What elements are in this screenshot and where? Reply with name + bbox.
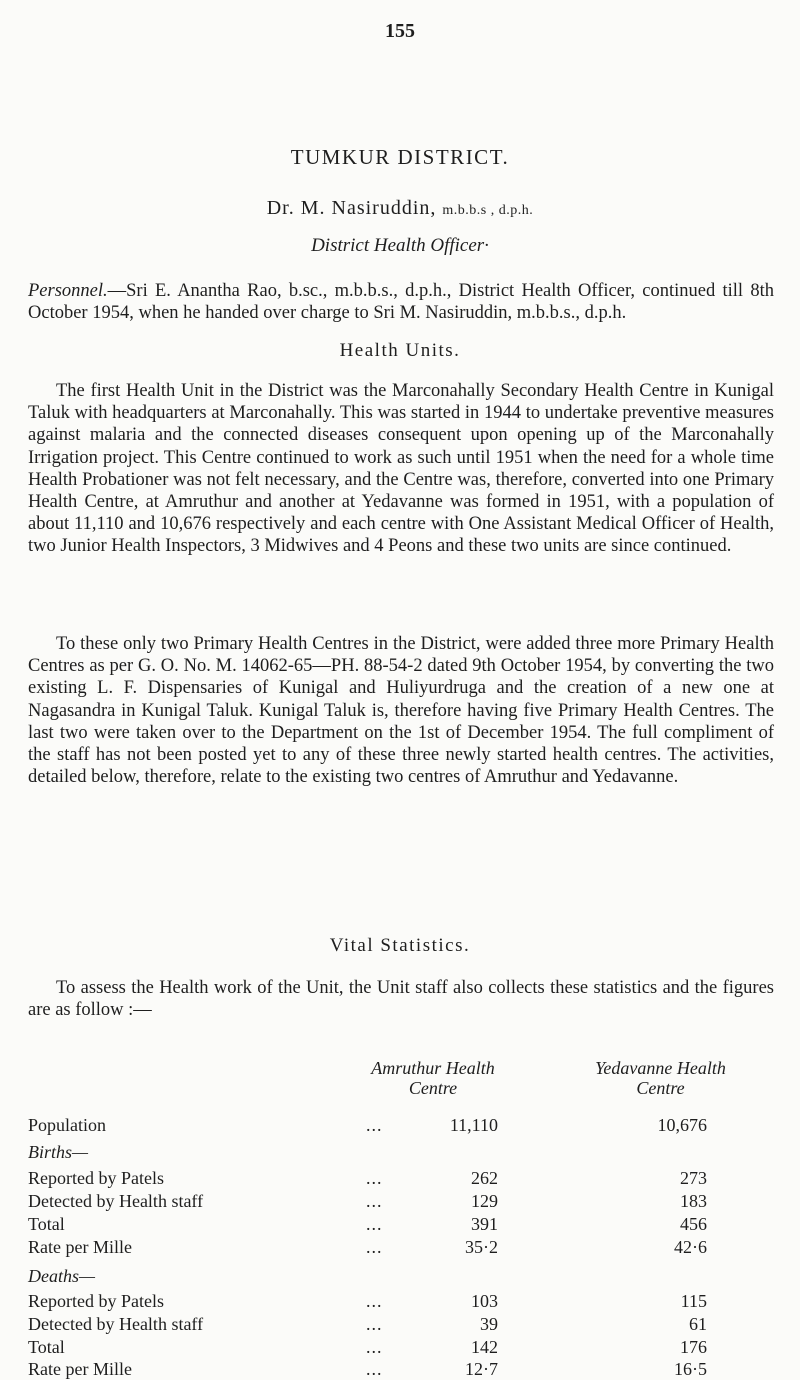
table-row: Total ... 142 176: [28, 1337, 707, 1357]
health-units-heading: Health Units.: [339, 340, 461, 361]
officer-name: Dr. M. Nasiruddin,: [266, 197, 437, 219]
vital-statistics-heading: Vital Statistics.: [329, 935, 471, 956]
personnel-text: —Sri E. Anantha Rao, b.sc., m.b.b.s., d.p.h., District Health Officer, continued till 8th October 1954, when he handed over charge to Sri M. Nasiruddin, m.b.b.s., d.p.h.: [28, 281, 774, 324]
column-header-amruthur: Amruthur Health Centre: [371, 1058, 495, 1098]
table-row: Reported by Patels ... 103 115: [28, 1291, 707, 1311]
page-number: 155: [385, 20, 415, 42]
table-row: Rate per Mille ... 35·2 42·6: [28, 1237, 707, 1257]
table-group-label: Deaths—: [28, 1266, 95, 1286]
table-row: Population ... 11,110 10,676: [28, 1115, 707, 1135]
table-row: Detected by Health staff ... 39 61: [28, 1314, 707, 1334]
table-row: Reported by Patels ... 262 273: [28, 1168, 707, 1188]
officer-line: [0, 197, 800, 220]
personnel-paragraph: [28, 280, 774, 324]
table-row: Rate per Mille ... 12·7 16·5: [28, 1359, 707, 1379]
vital-statistics-intro: To assess the Health work of the Unit, the Unit staff also collects these statistics and the figures are as follow :—: [28, 978, 774, 1021]
table-row: Total ... 391 456: [28, 1214, 707, 1234]
column-header-yedavanne: Yedavanne Health Centre: [595, 1058, 726, 1098]
personnel-lead: Personnel.: [28, 281, 108, 301]
officer-designation: District Health Officer·: [311, 235, 489, 256]
table-group-label: Births—: [28, 1142, 89, 1162]
health-units-paragraph-2: To these only two Primary Health Centres in the District, were added three more Primary Health Centres as per G. O. No. M. 14062-65—PH. 88-54-2 dated 9th October 1954, by converting the two existing L. F. Dispensaries of Kunigal and Huliyurdruga and the creation of a new one at Nagasandra in Kunigal Taluk. Kunigal Taluk is, therefore having five Primary Health Centres. The last two were taken over to the Department on the 1st of December 1954. The full compliment of the staff has not been posted yet to any of these three newly started health centres. The activities, detailed below, therefore, relate to the existing two centres of Amruthur and Yedavanne.: [28, 634, 774, 788]
officer-degrees: m.b.b.s , d.p.h.: [442, 203, 534, 218]
table-row: Detected by Health staff ... 129 183: [28, 1191, 707, 1211]
district-title: TUMKUR DISTRICT.: [290, 145, 510, 169]
health-units-paragraph-1: The first Health Unit in the District was the Marconahally Secondary Health Centre in Kunigal Taluk with headquarters at Marconahally. This was started in 1944 to undertake preventive measures against malaria and the connected diseases consequent upon opening up of the Marconahally Irrigation project. This Centre continued to work as such until 1951 when the need for a whole time Health Probationer was not felt necessary, and the Centre was, therefore, converted into one Primary Health Centre, at Amruthur and another at Yedavanne was formed in 1951, with a population of about 11,110 and 10,676 respectively and each centre with One Assistant Medical Officer of Health, two Junior Health Inspectors, 3 Midwives and 4 Peons and these two units are since continued.: [28, 381, 774, 557]
